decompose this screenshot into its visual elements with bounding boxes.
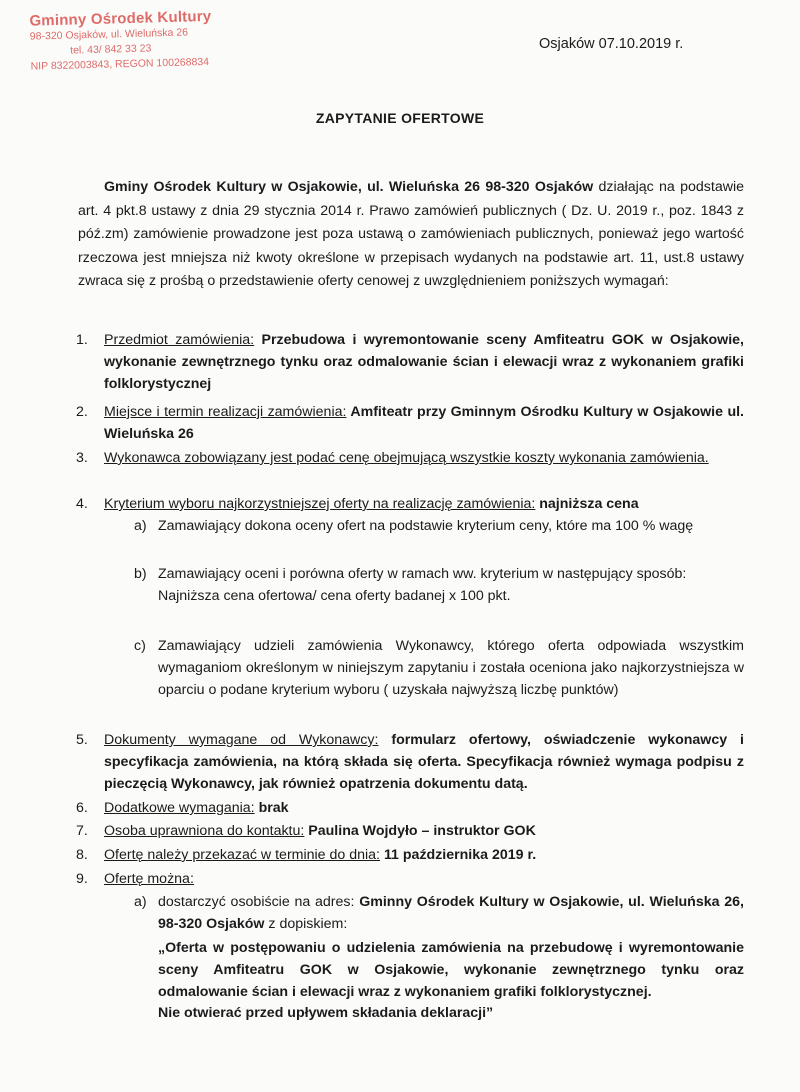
item-value: 11 października 2019 r.	[380, 847, 537, 863]
list-item	[76, 845, 744, 867]
item-number: 9.	[76, 871, 88, 887]
item-number: 5.	[76, 732, 88, 748]
intro-text: działając na podstawie art. 4 pkt.8 ustawy z dnia 29 stycznia 2014 r. Prawo zamówień publicznych ( Dz. U. 2019 r., poz. 1843 z póź.zm) zamówienie prowadzone jest poza ustawą o zamówieniach publicznych, ponieważ jego wartość rzeczowa jest mniejsza niż kwoty określone w przepisach wydanych na podstawie art. 11, ust.8 ustawy zwraca się z prośbą o przedstawienie oferty cenowej z uwzględnieniem poniższych wymagań:	[78, 179, 744, 290]
stamp-line-address: 98-320 Osjaków, ul. Wieluńska 26	[29, 26, 189, 43]
item-value: Przebudowa i wyremontowanie sceny Amfiteatru GOK w Osjakowie, wykonanie zewnętrznego tynku oraz odmalowanie ścian i elewacji wraz z wykonaniem grafiki folklorystycznej	[104, 332, 744, 392]
list-item	[76, 330, 744, 395]
sub-text: Zamawiający dokona oceny ofert na podstawie kryterium ceny, które ma 100 % wagę	[158, 518, 694, 534]
stamp-line-ids: NIP 8322003843, REGON 100268834	[30, 55, 210, 73]
list-item	[76, 494, 744, 516]
item-number: 1.	[76, 332, 88, 348]
annotation-text: „Oferta w postępowaniu o udzielenia zamówienia na przebudowę i wyremontowanie sceny Amfiteatru GOK w Osjakowie, wykonanie zewnętrznego tynku oraz odmalowanie ścian i elewacji wraz z wykonaniem grafiki folklorystycznej.	[158, 940, 744, 1000]
intro-paragraph	[78, 176, 744, 294]
item-label: Ofertę można:	[104, 871, 194, 887]
item-label: Dodatkowe wymagania:	[104, 800, 255, 816]
envelope-annotation	[158, 938, 744, 1025]
item-label: Kryterium wyboru najkorzystniejszej oferty na realizację zamówienia:	[104, 496, 536, 512]
sub-letter: a)	[134, 518, 147, 534]
sub-item	[134, 892, 744, 936]
list-item	[76, 869, 744, 891]
item-value: Paulina Wojdyło – instruktor GOK	[304, 823, 536, 839]
sub-item	[134, 516, 744, 538]
institution-stamp	[29, 7, 231, 74]
item-number: 6.	[76, 800, 88, 816]
list-item	[76, 448, 744, 470]
sub-letter: b)	[134, 566, 147, 582]
sub-item	[134, 564, 744, 608]
item-label: Przedmiot zamówienia:	[104, 332, 255, 348]
item-value: najniższa cena	[535, 496, 639, 512]
item-value: brak	[254, 800, 289, 816]
item-number: 4.	[76, 496, 88, 512]
document-title: ZAPYTANIE OFERTOWE	[315, 110, 485, 126]
place-date: Osjaków 07.10.2019 r.	[539, 36, 684, 52]
item-label: Dokumenty wymagane od Wykonawcy:	[104, 732, 379, 748]
sub-letter: c)	[134, 638, 146, 654]
item-label: Ofertę należy przekazać w terminie do dnia:	[104, 847, 380, 863]
list-item	[76, 821, 744, 843]
item-number: 2.	[76, 404, 88, 420]
list-item	[76, 402, 744, 446]
delivery-note: z dopiskiem:	[264, 915, 348, 932]
delivery-text: dostarczyć osobiście na adres:	[158, 894, 360, 910]
item-number: 8.	[76, 847, 88, 863]
item-value: formularz ofertowy, oświadczenie wykonawcy i specyfikacja zamówienia, na którą składa się oferta. Specyfikacja również wymaga podpisu z pieczęcią Wykonawcy, jak również opatrzenia dokumentu datą.	[104, 732, 744, 792]
sub-item	[134, 636, 744, 701]
annotation-closing: Nie otwierać przed upływem składania deklaracji”	[158, 1005, 494, 1022]
sub-text: Zamawiający udzieli zamówienia Wykonawcy, którego oferta odpowiada wszystkim wymaganiom określonym w niniejszym zapytaniu i została oceniona jako najkorzystniejsza w oparciu o podane kryterium wyboru ( uzyskała najwyższą liczbę punktów)	[158, 638, 744, 698]
item-label: Osoba uprawniona do kontaktu:	[104, 823, 305, 839]
list-item	[76, 730, 744, 795]
item-label: Wykonawca zobowiązany jest podać cenę obejmującą wszystkie koszty wykonania zamówienia.	[104, 450, 709, 466]
item-number: 3.	[76, 450, 88, 466]
sub-letter: a)	[134, 894, 147, 910]
item-label: Miejsce i termin realizacji zamówienia:	[104, 404, 347, 420]
list-item	[76, 798, 744, 820]
stamp-line-name: Gminny Ośrodek Kultury	[29, 7, 212, 30]
delivery-address: Gminny Ośrodek Kultury w Osjakowie, ul. Wieluńska 26, 98-320 Osjaków	[158, 894, 745, 932]
scoring-formula: Najniższa cena ofertowa/ cena oferty badanej x 100 pkt.	[158, 587, 511, 604]
item-number: 7.	[76, 823, 88, 839]
sub-text: Zamawiający oceni i porówna oferty w ramach ww. kryterium w następujący sposób:	[158, 566, 687, 582]
item-value: Amfiteatr przy Gminnym Ośrodku Kultury w Osjakowie ul. Wieluńska 26	[104, 404, 744, 442]
stamp-line-phone: tel. 43/ 842 33 23	[70, 42, 152, 57]
issuer-name: Gminy Ośrodek Kultury w Osjakowie, ul. Wieluńska 26 98-320 Osjaków	[104, 179, 594, 195]
